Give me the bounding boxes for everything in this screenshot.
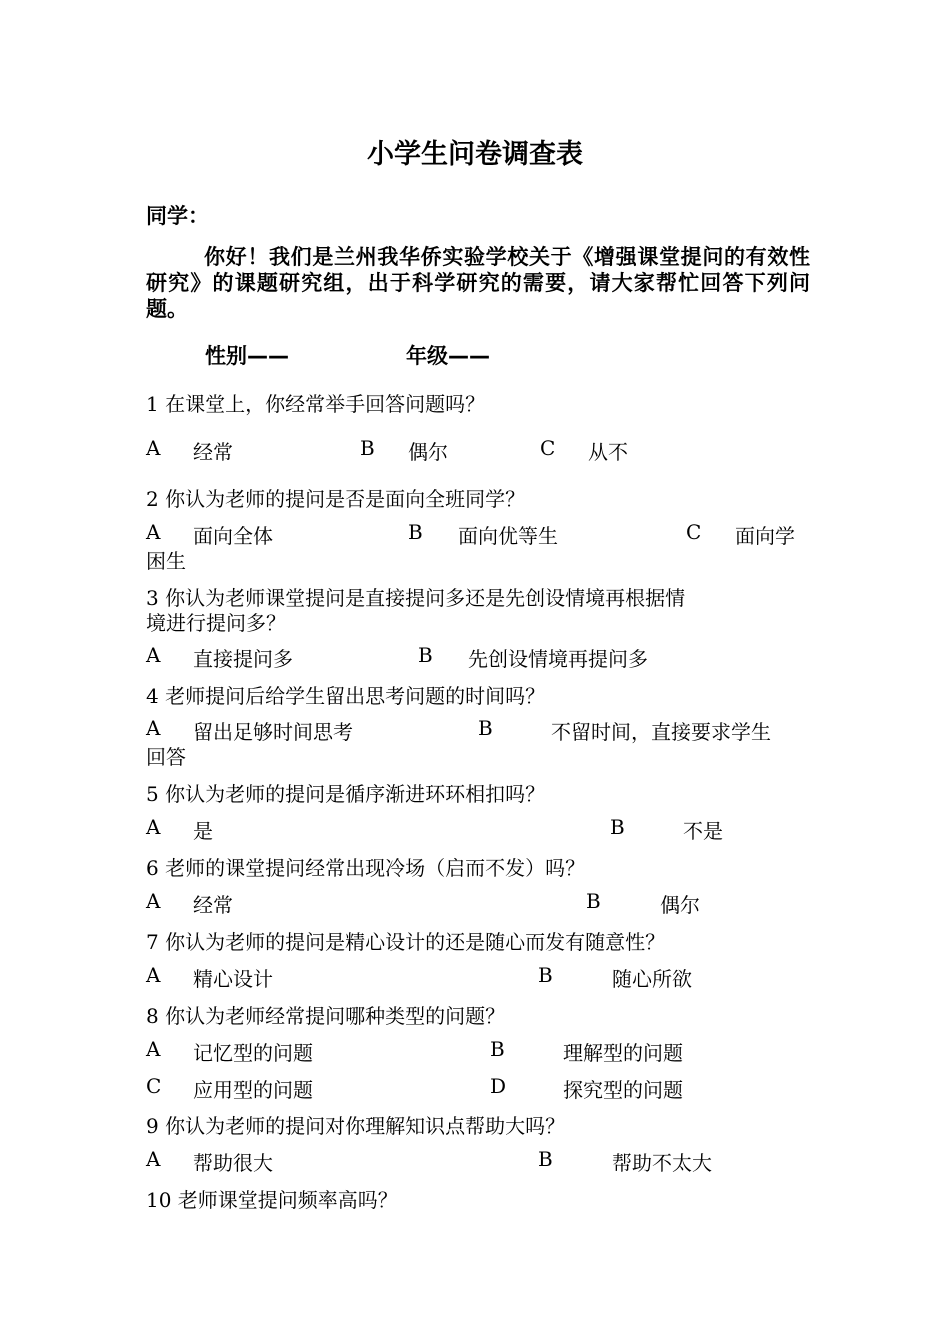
q8-option-a-letter: A — [146, 1037, 161, 1061]
q6-option-a-letter: A — [146, 889, 161, 913]
q4-option-b-letter: B — [478, 716, 493, 740]
q9-option-b-label: 帮助不太大 — [612, 1151, 712, 1175]
q7-option-a-label: 精心设计 — [193, 967, 273, 991]
grade-field: 年级—— — [406, 344, 490, 368]
intro-paragraph: 你好！我们是兰州我华侨实验学校关于《增强课堂提问的有效性研究》的课题研究组，出于科学研究的需要，请大家帮忙回答下列问题。 — [146, 245, 810, 321]
q5-option-b-label: 不是 — [683, 819, 723, 843]
q4-option-a-letter: A — [146, 716, 161, 740]
q2-option-c-letter: C — [686, 520, 702, 544]
q7-option-a-letter: A — [146, 963, 161, 987]
question-5: 5 你认为老师的提问是循序渐进环环相扣吗？ — [146, 782, 546, 806]
q8-option-d-label: 探究型的问题 — [563, 1078, 683, 1102]
q8-option-b-letter: B — [490, 1037, 505, 1061]
question-6: 6 老师的课堂提问经常出现冷场（启而不发）吗？ — [146, 856, 586, 880]
q3-option-b-label: 先创设情境再提问多 — [468, 647, 648, 671]
q3-option-a-letter: A — [146, 643, 161, 667]
q2-option-b-letter: B — [408, 520, 423, 544]
q4-option-b-label: 不留时间，直接要求学生 — [551, 720, 771, 744]
question-10: 10 老师课堂提问频率高吗？ — [146, 1188, 398, 1212]
q7-option-b-letter: B — [538, 963, 553, 987]
question-3-line-1: 3 你认为老师课堂提问是直接提问多还是先创设情境再根据情 — [146, 586, 686, 610]
q9-option-a-label: 帮助很大 — [193, 1151, 273, 1175]
q2-option-b-label: 面向优等生 — [458, 524, 558, 548]
page-title: 小学生问卷调查表 — [367, 139, 583, 170]
q4-option-a-label: 留出足够时间思考 — [193, 720, 353, 744]
question-2: 2 你认为老师的提问是否是面向全班同学？ — [146, 487, 526, 511]
q1-option-a-letter: A — [146, 436, 161, 460]
q1-option-b-label: 偶尔 — [408, 440, 448, 464]
q1-option-c-label: 从不 — [588, 440, 628, 464]
question-7: 7 你认为老师的提问是精心设计的还是随心而发有随意性？ — [146, 930, 666, 954]
question-3-line-2: 境进行提问多？ — [146, 611, 286, 635]
q8-option-b-label: 理解型的问题 — [563, 1041, 683, 1065]
q6-option-a-label: 经常 — [193, 893, 233, 917]
q1-option-b-letter: B — [360, 436, 375, 460]
q5-option-a-letter: A — [146, 815, 161, 839]
question-9: 9 你认为老师的提问对你理解知识点帮助大吗？ — [146, 1114, 566, 1138]
q2-option-a-label: 面向全体 — [193, 524, 273, 548]
greeting: 同学： — [146, 204, 209, 228]
q8-option-c-label: 应用型的问题 — [193, 1078, 313, 1102]
q7-option-b-label: 随心所欲 — [612, 967, 692, 991]
q4-option-b-continuation: 回答 — [146, 745, 186, 769]
q1-option-c-letter: C — [540, 436, 556, 460]
q2-option-c-continuation: 困生 — [146, 549, 186, 573]
q9-option-a-letter: A — [146, 1147, 161, 1171]
q8-option-c-letter: C — [146, 1074, 162, 1098]
q2-option-a-letter: A — [146, 520, 161, 544]
q1-option-a-label: 经常 — [193, 440, 233, 464]
q9-option-b-letter: B — [538, 1147, 553, 1171]
q6-option-b-letter: B — [586, 889, 601, 913]
q3-option-a-label: 直接提问多 — [193, 647, 293, 671]
q5-option-a-label: 是 — [193, 819, 213, 843]
gender-field: 性别—— — [205, 344, 289, 368]
q8-option-a-label: 记忆型的问题 — [193, 1041, 313, 1065]
q2-option-c-label: 面向学 — [735, 524, 795, 548]
question-1: 1 在课堂上，你经常举手回答问题吗？ — [146, 392, 486, 416]
q6-option-b-label: 偶尔 — [660, 893, 700, 917]
q3-option-b-letter: B — [418, 643, 433, 667]
question-4: 4 老师提问后给学生留出思考问题的时间吗？ — [146, 684, 546, 708]
q8-option-d-letter: D — [490, 1074, 507, 1098]
question-8: 8 你认为老师经常提问哪种类型的问题？ — [146, 1004, 506, 1028]
q5-option-b-letter: B — [610, 815, 625, 839]
